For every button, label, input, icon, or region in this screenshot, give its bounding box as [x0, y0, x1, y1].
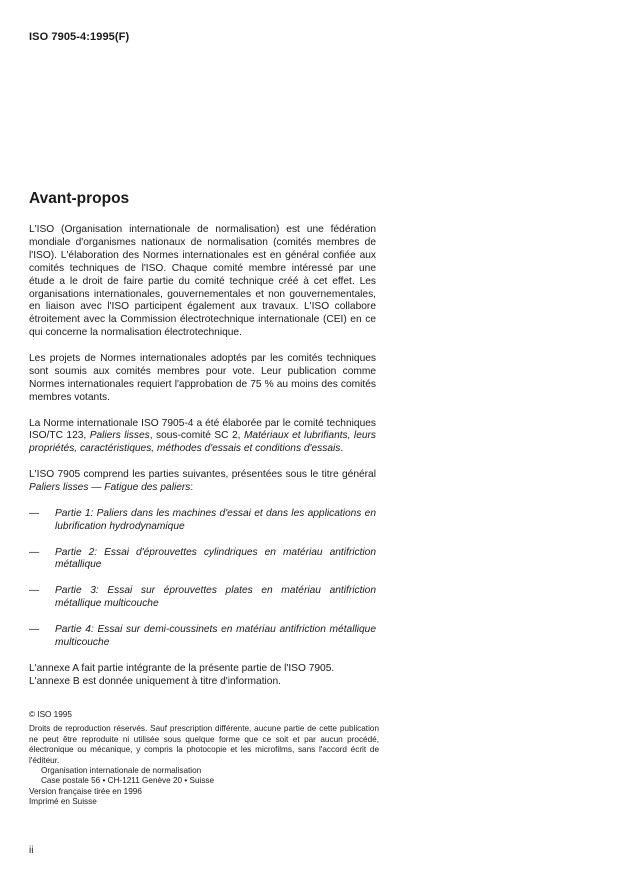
- section-title: Avant-propos: [29, 190, 130, 207]
- paragraph-iso-intro: L'ISO (Organisation internationale de normalisation) est une fédération mondiale d'organismes nationaux de normalisation (comités membres de l'ISO). L'élaboration des Normes internationales est en général confiée aux comités techniques de l'ISO. Chaque comité membre intéressé par une étude a le droit de faire partie du comité technique créé à cet effet. Les organisations internationales, gouvernementales et non gouvernementales, en liaison avec l'ISO participent également aux travaux. L'ISO collabore étroitement avec la Commission électrotechnique internationale (CEI) en ce qui concerne la normalisation électrotechnique.: [29, 224, 376, 339]
- annex-b-line: L'annexe B est donnée uniquement à titre d'information.: [29, 675, 281, 687]
- part-3-text: Partie 3: Essai sur éprouvettes plates en matériau antifriction métallique multicouche: [55, 585, 376, 610]
- foreword-body: [29, 224, 376, 689]
- list-dash: —: [29, 585, 40, 597]
- list-item: [29, 624, 376, 650]
- parts-intro-end: :: [190, 482, 194, 494]
- copyright-org: Organisation internationale de normalisation: [41, 766, 202, 776]
- paragraph-parts-intro: [29, 469, 376, 495]
- annex-note: [29, 663, 376, 689]
- parts-general-title: Paliers lisses — Fatigue des paliers: [29, 482, 191, 494]
- list-dash: —: [29, 623, 40, 635]
- part-2-text: Partie 2: Essai d'éprouvettes cylindriques en matériau antifriction métallique: [55, 546, 376, 571]
- list-item: [29, 547, 376, 573]
- part-1-text: Partie 1: Paliers dans les machines d'essai et dans les applications en lubrification hydrodynamique: [55, 507, 376, 532]
- part-4-text: Partie 4: Essai sur demi-coussinets en matériau antifriction métallique multicouche: [55, 623, 376, 648]
- paragraph-voting: Les projets de Normes internationales adoptés par les comités techniques sont soumis aux comités membres pour vote. Leur publication comme Normes internationales requiert l'approbation de 75 % au moins des comités membres votants.: [29, 353, 376, 403]
- document-header-id: ISO 7905-4:1995(F): [29, 31, 130, 43]
- paragraph-committee: [29, 418, 376, 457]
- committee-sc-text: , sous-comité SC 2,: [149, 430, 244, 442]
- copyright-block: [29, 710, 379, 808]
- copyright-symbol: © ISO 1995: [29, 710, 72, 719]
- parts-list: [29, 508, 376, 650]
- committee-tc-title: Paliers lisses: [89, 430, 150, 442]
- copyright-printed: Imprimé en Suisse: [29, 797, 97, 807]
- committee-sc-title: Matériaux et lubrifiants, leurs propriétés, caractéristiques, méthodes d'essais et conditions d'essais: [29, 430, 377, 455]
- parts-intro-text: L'ISO 7905 comprend les parties suivantes, présentées sous le titre général: [29, 469, 376, 481]
- copyright-version: Version française tirée en 1996: [29, 786, 142, 796]
- list-dash: —: [29, 507, 40, 519]
- annex-a-line: L'annexe A fait partie intégrante de la présente partie de l'ISO 7905.: [29, 662, 335, 674]
- committee-end: .: [340, 443, 344, 455]
- list-item: [29, 585, 376, 611]
- list-item: [29, 508, 376, 534]
- page-number: ii: [29, 845, 34, 856]
- committee-text: La Norme internationale ISO 7905-4 a été élaborée par le comité techniques ISO/TC 123,: [29, 417, 376, 442]
- copyright-rights: Droits de reproduction réservés. Sauf prescription différente, aucune partie de cette publication ne peut être reproduite ni utilisée sous quelque forme que ce soit et par aucun procédé, électronique ou mécanique, y compris la photocopie et les microfilms, sans l'accord écrit de l'éditeur.: [29, 724, 379, 765]
- list-dash: —: [29, 546, 40, 558]
- copyright-address: Case postale 56 • CH-1211 Genève 20 • Suisse: [41, 776, 215, 786]
